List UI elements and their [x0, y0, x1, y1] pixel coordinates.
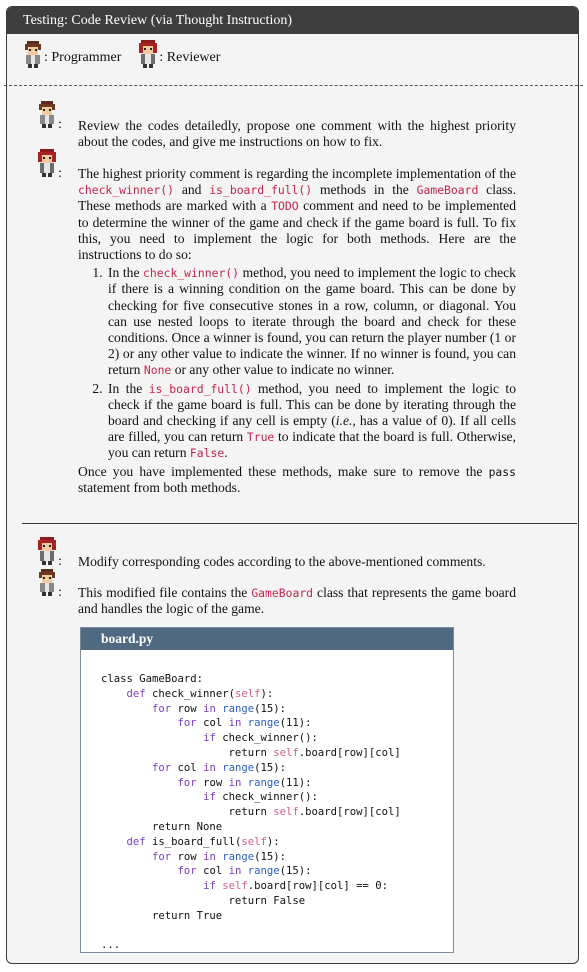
code-line: for row in range(15): [152, 702, 286, 715]
code-line: return False [101, 894, 306, 907]
message-programmer-response [36, 568, 516, 617]
programmer-avatar-icon [22, 40, 44, 68]
message-text: Review the codes detailedly, propose one comment with the highest priority about the codes, and give me instructions on how to fix. [78, 118, 516, 150]
colon: : [58, 117, 62, 132]
programmer-avatar-icon [36, 100, 58, 128]
code-block [80, 627, 454, 953]
message-programmer-request [36, 100, 516, 150]
code-line: if check_winner(): [203, 732, 318, 745]
list-item: 2. In the is_board_full() method, you need to implement the logic to check if the game board is full. This can be done by iterating through the board and checking if any cell is empty (i.e., has a value of 0). If all cells are filled, you can return True to indicate that the board is full. Otherwise, you can return False. [106, 381, 516, 462]
colon: : [58, 166, 62, 181]
code-line: return self.board[row][col] [101, 806, 401, 819]
code-line: def is_board_full(self): [126, 835, 280, 848]
reviewer-avatar-icon [36, 149, 58, 177]
role-reviewer [137, 40, 220, 68]
code-line: for col in range(11): [177, 717, 312, 730]
code-line: for row in range(11): [177, 776, 312, 789]
message-text: This modified file contains the GameBoard class that represents the game board and handles the logic of the game. [78, 585, 516, 617]
divider-solid [22, 523, 577, 524]
code-line [101, 924, 453, 939]
reviewer-label: : Reviewer [159, 50, 221, 65]
code-filename: board.py [81, 628, 453, 650]
instruction-list [78, 265, 516, 461]
colon: : [58, 585, 62, 600]
message-reviewer-instruction [36, 537, 516, 570]
code-line: return None [101, 820, 223, 833]
colon: : [58, 554, 62, 569]
message-reviewer-comment [36, 149, 516, 496]
divider-dashed [4, 85, 583, 86]
code-line: for col in range(15): [152, 761, 286, 774]
code-line: return self.board[row][col] [101, 746, 401, 759]
list-item: 1. In the check_winner() method, you need to implement the logic to check if there is a winning condition on the game board. This can be done by checking for five consecutive stones in a row, column, or diagonal. You can use nested loops to iterate through the board and check for these conditions. Once a winner is found, you can return the player number (1 or 2) or any other value to indicate the winner. If no winner is found, you can return None or any other value to indicate no winner. [106, 265, 516, 378]
comment-outro: Once you have implemented these methods, make sure to remove the pass statement from both methods. [78, 463, 516, 495]
role-programmer [22, 40, 121, 68]
code-line: if check_winner(): [203, 791, 318, 804]
reviewer-avatar-icon [137, 40, 159, 68]
code-line: class GameBoard: [101, 673, 204, 685]
message-text [78, 149, 516, 496]
role-legend [22, 40, 236, 68]
code-line: for col in range(15): [177, 865, 312, 878]
code-line: for row in range(15): [152, 850, 286, 863]
comment-intro: The highest priority comment is regarding the incomplete implementation of the check_winner() and is_board_full() methods in the GameBoard class. These methods are marked with a TODO comment and need to be implemented to determine the winner of the game and check if the game board is full. To fix this, you need to implement the logic for both methods. Here are the instructions to do so: [78, 166, 516, 263]
message-text: Modify corresponding codes according to the above-mentioned comments. [78, 554, 486, 569]
programmer-avatar-icon [36, 568, 58, 596]
code-line: ... [101, 939, 121, 952]
code-line: if self.board[row][col] == 0: [203, 880, 389, 893]
code-line: def check_winner(self): [126, 687, 274, 700]
page-title: Testing: Code Review (via Thought Instruction) [7, 7, 578, 34]
programmer-label: : Programmer [44, 50, 122, 65]
reviewer-avatar-icon [36, 537, 58, 565]
code-content [81, 650, 453, 953]
code-line: return True [101, 909, 223, 922]
